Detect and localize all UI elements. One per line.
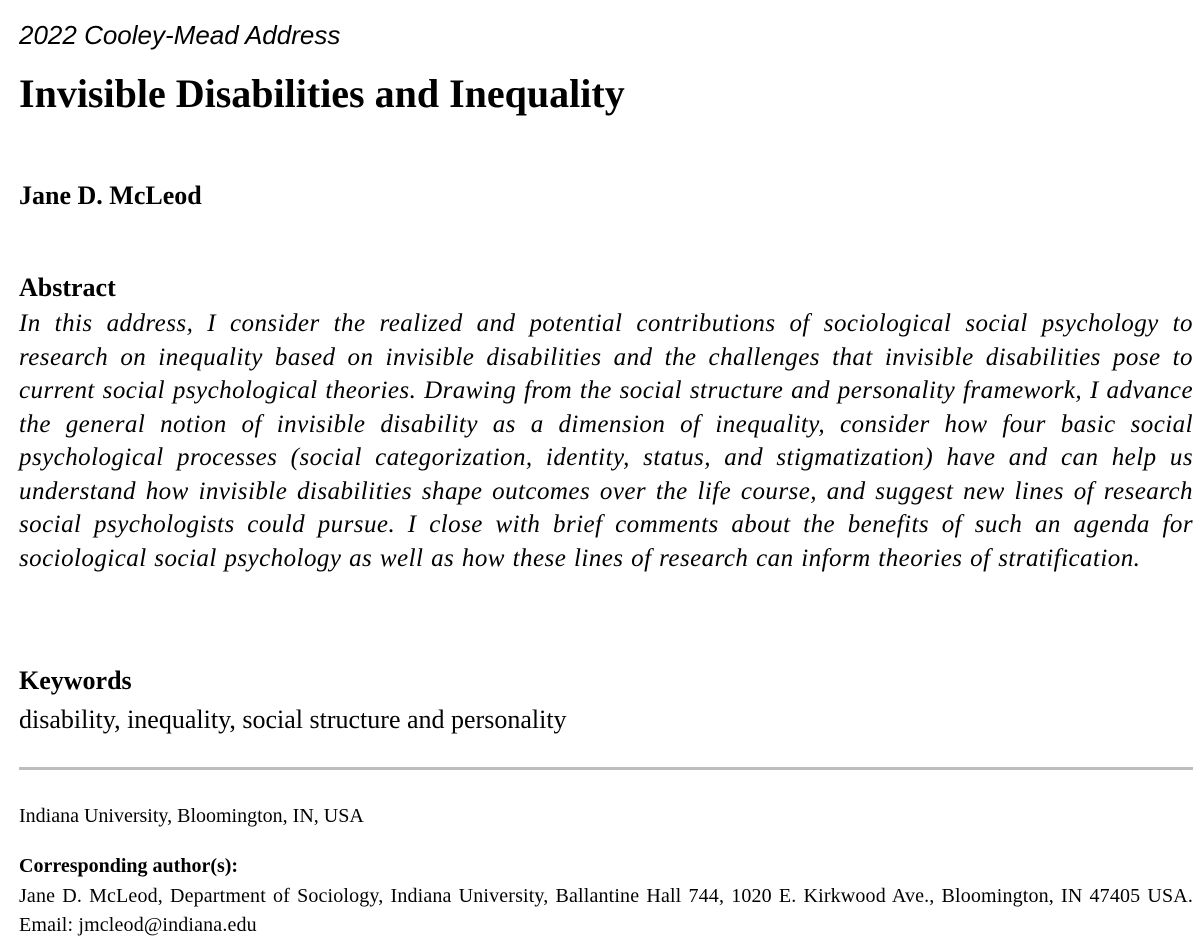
series-label: 2022 Cooley-Mead Address	[19, 20, 341, 50]
article-title: Invisible Disabilities and Inequality	[19, 71, 625, 116]
author-name: Jane D. McLeod	[19, 181, 202, 210]
corresponding-author-details: Jane D. McLeod, Department of Sociology, Indiana University, Ballantine Hall 744, 1020 E. Kirkwood Ave., Bloomington, IN 47405 USA. Email: jmcleod@indiana.edu	[19, 885, 1193, 936]
abstract-heading: Abstract	[19, 273, 116, 302]
corresponding-author-heading: Corresponding author(s):	[19, 855, 239, 877]
keywords-text: disability, inequality, social structure and personality	[19, 705, 567, 734]
abstract-text: In this address, I consider the realized and potential contributions of sociological social psychology to research on inequality based on invisible disabilities and the challenges that invisible disabilities pose to current social psychological theories. Drawing from the social structure and personality framework, I advance the general notion of invisible disability as a dimension of inequality, consider how four basic social psychological processes (social categorization, identity, status, and stigmatization) have and can help us understand how invisible disabilities shape outcomes over the life course, and suggest new lines of research social psychologists could pursue. I close with brief comments about the benefits of such an agenda for sociological social psychology as well as how these lines of research can inform theories of stratification.	[19, 310, 1193, 572]
author-affiliation: Indiana University, Bloomington, IN, USA	[19, 805, 364, 827]
footer-divider	[19, 767, 1193, 770]
keywords-heading: Keywords	[19, 666, 132, 695]
